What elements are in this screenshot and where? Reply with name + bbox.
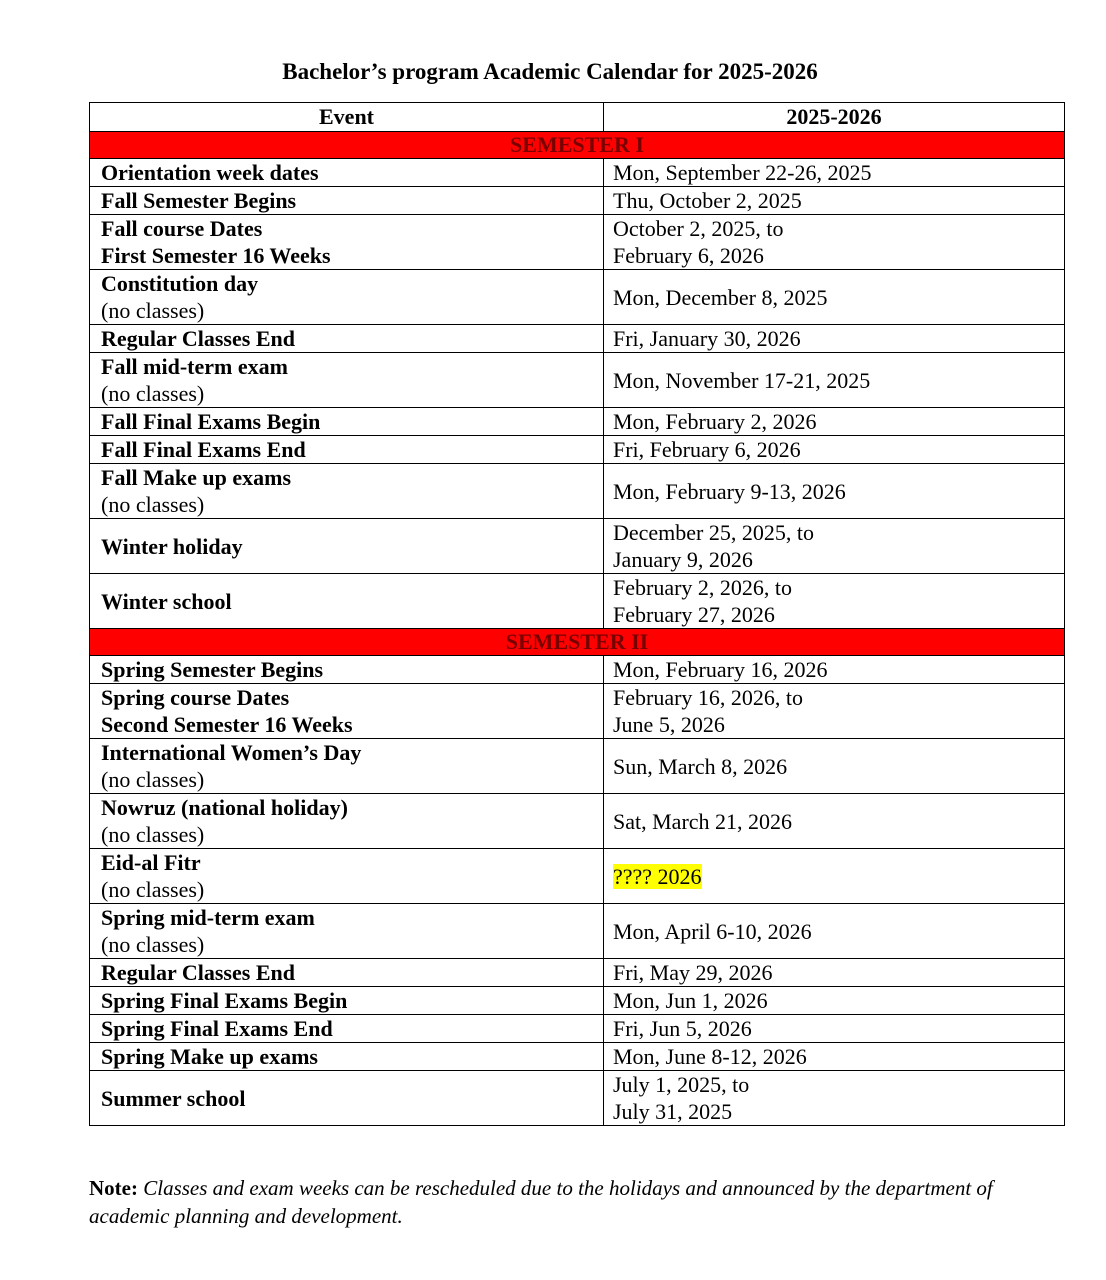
date-cell (604, 408, 1065, 436)
calendar-row (90, 1071, 1065, 1126)
event-name: Regular Classes End (101, 326, 295, 351)
date-line (613, 711, 1064, 738)
footnote (89, 1174, 1049, 1230)
date-line (613, 656, 1064, 683)
date-text: Mon, Jun 1, 2026 (613, 988, 768, 1013)
event-cell (90, 215, 604, 270)
event-cell (90, 849, 604, 904)
event-note: (no classes) (101, 932, 205, 957)
calendar-row (90, 987, 1065, 1015)
date-line (613, 408, 1064, 435)
date-cell (604, 436, 1065, 464)
event-cell (90, 159, 604, 187)
date-text: December 25, 2025, to (613, 520, 814, 545)
date-line (613, 808, 1064, 835)
event-name: Spring mid-term exam (101, 905, 315, 930)
calendar-row (90, 904, 1065, 959)
event-name: Fall course Dates (101, 216, 263, 241)
date-text: Fri, January 30, 2026 (613, 326, 801, 351)
date-line (613, 1098, 1064, 1125)
date-cell (604, 1071, 1065, 1126)
event-name: Eid-al Fitr (101, 850, 201, 875)
date-text: Mon, September 22-26, 2025 (613, 160, 872, 185)
date-cell (604, 270, 1065, 325)
event-name: Spring Final Exams End (101, 1016, 333, 1041)
event-name: International Women’s Day (101, 740, 362, 765)
date-line (613, 284, 1064, 311)
event-cell (90, 684, 604, 739)
date-line (613, 987, 1064, 1014)
date-cell (604, 519, 1065, 574)
date-text: Mon, February 9-13, 2026 (613, 478, 846, 504)
date-line (613, 959, 1064, 986)
event-note: (no classes) (101, 492, 205, 517)
calendar-row (90, 159, 1065, 187)
calendar-body (90, 132, 1065, 1126)
event-name: Constitution day (101, 271, 259, 296)
calendar-row (90, 656, 1065, 684)
date-cell (604, 1043, 1065, 1071)
event-cell (90, 519, 604, 574)
academic-calendar-table (89, 102, 1065, 1126)
date-line (613, 546, 1064, 573)
date-line (613, 1071, 1064, 1098)
calendar-row (90, 684, 1065, 739)
date-text: Fri, Jun 5, 2026 (613, 1016, 752, 1041)
date-text: February 6, 2026 (613, 243, 764, 268)
calendar-row (90, 959, 1065, 987)
date-line (613, 325, 1064, 352)
date-text: Sat, March 21, 2026 (613, 808, 793, 834)
semester-band (90, 132, 1065, 159)
date-line (613, 574, 1064, 601)
event-cell (90, 270, 604, 325)
date-text: Mon, June 8-12, 2026 (613, 1044, 807, 1069)
date-line (613, 1015, 1064, 1042)
calendar-row (90, 1015, 1065, 1043)
date-line (613, 159, 1064, 186)
event-name: Spring Final Exams Begin (101, 988, 348, 1013)
date-text: Mon, February 16, 2026 (613, 657, 828, 682)
event-cell (90, 656, 604, 684)
date-cell (604, 215, 1065, 270)
calendar-row (90, 353, 1065, 408)
event-cell (90, 1043, 604, 1071)
event-name: Fall Final Exams End (101, 437, 306, 462)
page-title: Bachelor’s program Academic Calendar for 2025-2026 (282, 59, 818, 84)
date-line (613, 684, 1064, 711)
date-line (613, 187, 1064, 214)
event-cell (90, 574, 604, 629)
event-name: Winter holiday (101, 533, 243, 559)
date-line (613, 478, 1064, 505)
calendar-row (90, 519, 1065, 574)
date-line (613, 242, 1064, 269)
date-cell (604, 794, 1065, 849)
date-text: July 31, 2025 (613, 1099, 733, 1124)
event-name: First Semester 16 Weeks (101, 243, 331, 268)
event-name: Spring Semester Begins (101, 657, 324, 682)
date-text: Thu, October 2, 2025 (613, 188, 802, 213)
date-cell (604, 849, 1065, 904)
semester-band (90, 629, 1065, 656)
date-text: February 2, 2026, to (613, 575, 793, 600)
semester-label: SEMESTER II (90, 629, 1065, 656)
event-cell (90, 187, 604, 215)
event-name: Fall mid-term exam (101, 354, 288, 379)
year-column-header: 2025-2026 (604, 103, 1065, 132)
event-note: (no classes) (101, 767, 205, 792)
event-name: Summer school (101, 1085, 246, 1111)
event-note: (no classes) (101, 877, 205, 902)
calendar-row (90, 187, 1065, 215)
date-text: Mon, April 6-10, 2026 (613, 918, 812, 944)
note-text: Classes and exam weeks can be rescheduled due to the holidays and announced by the department of academic planning and development. (89, 1176, 993, 1228)
highlighted-date: ???? 2026 (613, 863, 702, 889)
date-text: February 27, 2026 (613, 602, 775, 627)
event-name: Regular Classes End (101, 960, 295, 985)
date-text: October 2, 2025, to (613, 216, 784, 241)
semester-label: SEMESTER I (90, 132, 1065, 159)
date-text: February 16, 2026, to (613, 685, 804, 710)
event-cell (90, 739, 604, 794)
calendar-row (90, 574, 1065, 629)
date-line (613, 863, 1064, 890)
date-cell (604, 159, 1065, 187)
calendar-row (90, 408, 1065, 436)
calendar-row (90, 739, 1065, 794)
date-text: July 1, 2025, to (613, 1072, 750, 1097)
calendar-row (90, 215, 1065, 270)
note-label: Note: (89, 1176, 138, 1200)
event-cell (90, 959, 604, 987)
date-cell (604, 684, 1065, 739)
event-name: Spring course Dates (101, 685, 290, 710)
event-cell (90, 325, 604, 353)
date-cell (604, 353, 1065, 408)
event-cell (90, 794, 604, 849)
date-text: June 5, 2026 (613, 712, 725, 737)
date-text: January 9, 2026 (613, 547, 753, 572)
event-cell (90, 1071, 604, 1126)
calendar-row (90, 794, 1065, 849)
date-line (613, 753, 1064, 780)
event-note: (no classes) (101, 822, 205, 847)
date-text: Mon, December 8, 2025 (613, 284, 828, 310)
date-cell (604, 1015, 1065, 1043)
date-line (613, 519, 1064, 546)
date-cell (604, 187, 1065, 215)
event-cell (90, 408, 604, 436)
event-cell (90, 436, 604, 464)
date-line (613, 601, 1064, 628)
event-name: Winter school (101, 588, 232, 614)
event-name: Nowruz (national holiday) (101, 795, 348, 820)
event-cell (90, 353, 604, 408)
calendar-row (90, 436, 1065, 464)
calendar-row (90, 849, 1065, 904)
date-cell (604, 574, 1065, 629)
date-text: Sun, March 8, 2026 (613, 753, 788, 779)
date-cell (604, 656, 1065, 684)
date-line (613, 1043, 1064, 1070)
date-text: Mon, February 2, 2026 (613, 409, 817, 434)
date-cell (604, 464, 1065, 519)
event-name: Fall Final Exams Begin (101, 409, 321, 434)
date-cell (604, 904, 1065, 959)
event-cell (90, 904, 604, 959)
date-cell (604, 325, 1065, 353)
calendar-row (90, 1043, 1065, 1071)
date-cell (604, 739, 1065, 794)
event-cell (90, 1015, 604, 1043)
event-name: Fall Make up exams (101, 465, 292, 490)
event-name: Second Semester 16 Weeks (101, 712, 353, 737)
calendar-row (90, 325, 1065, 353)
date-text: Fri, February 6, 2026 (613, 437, 801, 462)
event-cell (90, 987, 604, 1015)
date-cell (604, 987, 1065, 1015)
date-text: Mon, November 17-21, 2025 (613, 367, 871, 393)
date-line (613, 215, 1064, 242)
event-note: (no classes) (101, 298, 205, 323)
date-line (613, 918, 1064, 945)
date-cell (604, 959, 1065, 987)
date-line (613, 436, 1064, 463)
event-name: Orientation week dates (101, 160, 319, 185)
event-cell (90, 464, 604, 519)
date-text: Fri, May 29, 2026 (613, 960, 773, 985)
event-note: (no classes) (101, 381, 205, 406)
event-name: Spring Make up exams (101, 1044, 318, 1069)
calendar-row (90, 270, 1065, 325)
event-column-header: Event (90, 103, 604, 132)
table-header-row (90, 103, 1065, 132)
calendar-row (90, 464, 1065, 519)
date-line (613, 367, 1064, 394)
event-name: Fall Semester Begins (101, 188, 297, 213)
